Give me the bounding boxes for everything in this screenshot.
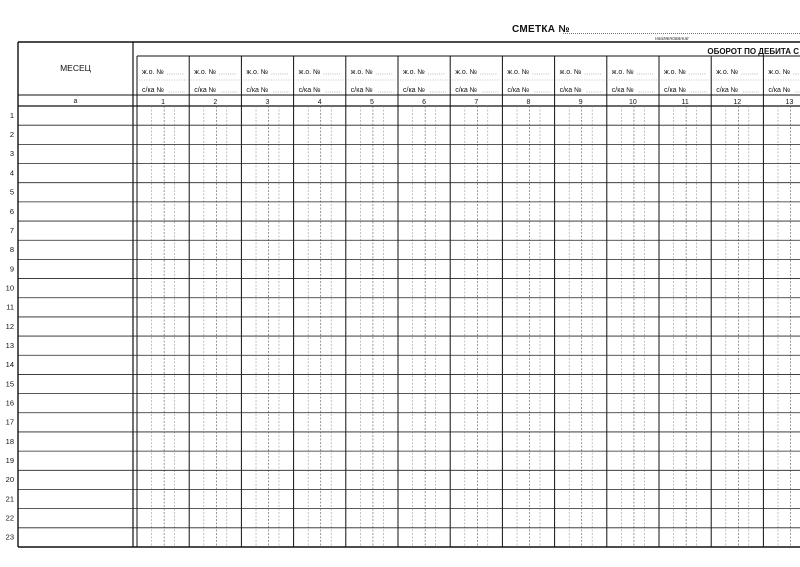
row-number: 5: [9, 187, 14, 197]
row-number: 20: [5, 475, 14, 485]
ska-label: с/ка №: [142, 87, 165, 94]
column-number: 5: [369, 99, 374, 106]
jo-label: ж.о. №: [403, 69, 425, 76]
column-number: 13: [785, 99, 794, 106]
ska-label: с/ка №: [246, 87, 269, 94]
jo-label: ж.о. №: [664, 69, 686, 76]
row-number: 18: [5, 436, 14, 446]
ska-label: с/ка №: [350, 87, 373, 94]
jo-label: ж.о. №: [559, 69, 582, 76]
row-number: 9: [9, 264, 14, 274]
column-number: 9: [578, 99, 583, 106]
row-number: 3: [9, 149, 14, 159]
ska-label: с/ка №: [507, 87, 530, 94]
jo-label: ж.о. №: [455, 69, 478, 76]
row-number: 22: [5, 513, 14, 523]
ska-label: с/ка №: [611, 87, 634, 94]
row-number: 13: [5, 340, 14, 350]
row-number: 10: [5, 283, 14, 293]
ska-label: с/ка №: [559, 87, 582, 94]
jo-label: ж.о. №: [611, 69, 634, 76]
row-number: 8: [9, 245, 14, 255]
row-number: 11: [6, 302, 14, 312]
account-title: СМЕТКА №: [512, 24, 570, 35]
row-number: 2: [9, 130, 14, 140]
column-number: 4: [317, 99, 322, 106]
jo-label: ж.о. №: [507, 69, 530, 76]
turnover-header: ОБОРОТ ПО ДЕБИТА С: [707, 47, 799, 56]
jo-label: ж.о. №: [716, 69, 739, 76]
row-number: 16: [5, 398, 14, 408]
row-number: 6: [9, 206, 14, 216]
row-number: 17: [5, 417, 14, 427]
column-number: 8: [526, 99, 531, 106]
row-number: 19: [5, 456, 14, 466]
column-number: 7: [474, 99, 479, 106]
column-number: 2: [213, 99, 218, 106]
column-number: 11: [681, 99, 689, 106]
row-number: 1: [9, 110, 14, 120]
jo-label: ж.о. №: [298, 69, 321, 76]
jo-label: ж.о. №: [768, 69, 791, 76]
ska-label: с/ка №: [664, 87, 687, 94]
month-index-label: а: [73, 98, 78, 105]
column-number: 6: [422, 99, 427, 106]
row-number: 4: [9, 168, 14, 178]
row-number: 21: [5, 494, 14, 504]
row-number: 15: [5, 379, 14, 389]
row-number: 14: [5, 360, 14, 370]
row-number: 12: [5, 321, 14, 331]
ska-label: с/ка №: [716, 87, 739, 94]
row-number: 23: [5, 532, 14, 542]
jo-label: ж.о. №: [194, 69, 217, 76]
ledger-labels: [6, 47, 800, 542]
ska-label: с/ка №: [403, 87, 426, 94]
ska-label: с/ка №: [194, 87, 217, 94]
ska-label: с/ка №: [455, 87, 478, 94]
ska-label: с/ка №: [298, 87, 321, 94]
ska-label: с/ка №: [768, 87, 791, 94]
jo-label: ж.о. №: [246, 69, 269, 76]
jo-label: ж.о. №: [350, 69, 373, 76]
column-number: 3: [265, 99, 270, 106]
ledger-grid: [18, 42, 800, 547]
column-number: 12: [733, 99, 742, 106]
column-number: 10: [629, 99, 637, 106]
jo-label: ж.о. №: [142, 69, 164, 76]
column-number: 1: [161, 99, 166, 106]
row-number: 7: [9, 225, 14, 235]
account-name-caption: наименование: [655, 36, 689, 42]
month-header: МЕСЕЦ: [60, 63, 91, 73]
